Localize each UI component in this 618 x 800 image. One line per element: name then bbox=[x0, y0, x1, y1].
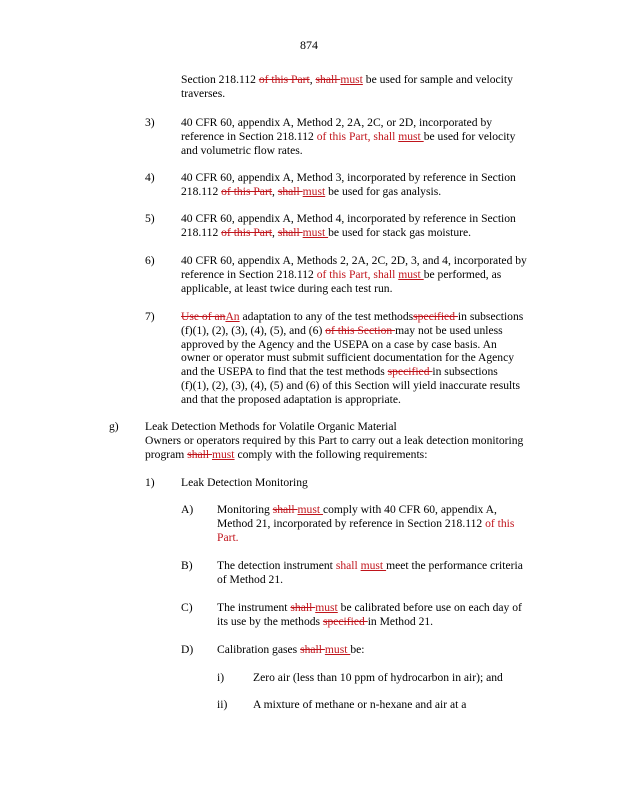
text-segment: comply with 40 CFR 60, appendix A, bbox=[322, 503, 497, 516]
text-line bbox=[181, 379, 523, 393]
text-line bbox=[181, 130, 515, 144]
text-line bbox=[217, 573, 523, 587]
text-segment: be calibrated before use on each day of bbox=[337, 601, 522, 614]
text-segment: be performed, as bbox=[423, 267, 502, 281]
text-segment: 40 CFR 60, appendix A, Method 3, incorporated by reference in Section bbox=[181, 171, 516, 184]
deleted-text: shall bbox=[290, 601, 316, 614]
text-segment: its use by the methods bbox=[217, 614, 323, 628]
text-segment: be: bbox=[350, 643, 365, 656]
text-segment: be used for velocity bbox=[423, 129, 516, 143]
text-line bbox=[145, 420, 523, 434]
inserted-text: must bbox=[302, 184, 326, 198]
text-segment: 40 CFR 60, appendix A, Methods 2, 2A, 2C, 2D, 3, and 4, incorporated by bbox=[181, 254, 527, 267]
text-segment: and volumetric flow rates. bbox=[181, 143, 303, 157]
text-line bbox=[217, 615, 522, 629]
roman-item-number: ii) bbox=[217, 698, 228, 711]
text-line bbox=[217, 559, 523, 573]
text-segment: be used for stack gas moisture. bbox=[328, 225, 472, 239]
text-segment: be used for sample and velocity bbox=[362, 73, 513, 86]
text-segment: may not be used unless bbox=[395, 323, 503, 337]
text-line bbox=[181, 212, 516, 226]
text-line bbox=[217, 601, 522, 615]
text-segment: be used for gas analysis. bbox=[325, 184, 442, 198]
deleted-text: Use of an bbox=[181, 310, 226, 323]
text-line bbox=[145, 434, 523, 448]
item-4-text bbox=[181, 171, 516, 199]
highlighted-text: of this Part, shall bbox=[316, 267, 399, 281]
item-a-text bbox=[217, 503, 514, 544]
text-line bbox=[181, 351, 523, 365]
deleted-text: shall bbox=[277, 225, 303, 239]
deleted-text: shall bbox=[187, 447, 212, 461]
item-5-text bbox=[181, 212, 516, 240]
text-segment: , bbox=[272, 184, 278, 198]
text-line bbox=[181, 268, 527, 282]
text-segment: Owners or operators required by this Part to carry out a leak detection monitoring bbox=[145, 433, 524, 447]
item-c-text bbox=[217, 601, 522, 629]
text-line bbox=[181, 393, 523, 407]
inserted-text: must bbox=[211, 447, 235, 461]
item-number: 7) bbox=[145, 310, 155, 323]
section-g-text bbox=[145, 420, 523, 461]
text-line bbox=[181, 338, 523, 352]
highlighted-text: Part. bbox=[217, 530, 239, 544]
item-letter: D) bbox=[181, 643, 194, 656]
text-segment: and the USEPA to find that the test methods bbox=[181, 365, 388, 379]
deleted-text: specified bbox=[387, 365, 433, 379]
intro-paragraph bbox=[181, 73, 513, 101]
text-segment: 40 CFR 60, appendix A, Method 2, 2A, 2C, or 2D, incorporated by bbox=[181, 116, 493, 129]
deleted-text: shall bbox=[315, 73, 341, 86]
inserted-text: must bbox=[302, 225, 329, 239]
text-line bbox=[181, 310, 523, 324]
text-segment: comply with the following requirements: bbox=[234, 447, 428, 461]
text-line bbox=[181, 282, 527, 296]
text-segment: reference in Section 218.112 bbox=[181, 267, 317, 281]
deleted-text: shall bbox=[272, 503, 298, 516]
highlighted-text: of this Part, shall bbox=[316, 129, 399, 143]
text-line bbox=[217, 643, 365, 657]
text-segment: , bbox=[309, 73, 316, 86]
deleted-text: of this Part bbox=[221, 184, 273, 198]
roman-item-text: Zero air (less than 10 ppm of hydrocarbon in air); and bbox=[253, 671, 503, 684]
text-line bbox=[181, 254, 527, 268]
item-number: 6) bbox=[145, 254, 155, 267]
text-segment: Method 21, incorporated by reference in Section 218.112 bbox=[217, 516, 486, 530]
text-line bbox=[217, 503, 514, 517]
inserted-text: must bbox=[315, 601, 338, 614]
text-segment: in Method 21. bbox=[367, 614, 434, 628]
subsection-number: 1) bbox=[145, 476, 155, 489]
page-number: 874 bbox=[300, 38, 318, 52]
item-letter: B) bbox=[181, 559, 193, 572]
deleted-text: of this Part bbox=[258, 73, 310, 86]
text-segment: Section 218.112 bbox=[181, 73, 259, 86]
text-line bbox=[217, 531, 514, 545]
text-line bbox=[181, 226, 516, 240]
item-b-text bbox=[217, 559, 523, 587]
deleted-text: shall bbox=[277, 184, 303, 198]
text-segment: Leak Detection Methods for Volatile Organic Material bbox=[145, 420, 397, 433]
text-segment: 218.112 bbox=[181, 184, 222, 198]
text-line bbox=[181, 73, 513, 87]
item-number: 5) bbox=[145, 212, 155, 225]
text-segment: , bbox=[272, 225, 278, 239]
inserted-text: must bbox=[324, 643, 351, 656]
text-segment: Monitoring bbox=[217, 503, 273, 516]
deleted-text: shall bbox=[300, 643, 325, 656]
inserted-text: must bbox=[398, 129, 424, 143]
inserted-text: An bbox=[225, 310, 240, 323]
roman-item-text: A mixture of methane or n-hexane and air at a bbox=[253, 698, 467, 711]
deleted-text: specified bbox=[413, 310, 458, 323]
text-segment: in subsections bbox=[457, 310, 524, 323]
subsection-title: Leak Detection Monitoring bbox=[181, 476, 308, 489]
text-segment: owner or operator must submit sufficient documentation for the Agency bbox=[181, 351, 515, 365]
text-segment: traverses. bbox=[181, 86, 226, 100]
text-segment: 218.112 bbox=[181, 225, 222, 239]
text-segment: program bbox=[145, 447, 188, 461]
text-line bbox=[181, 365, 523, 379]
section-g-number: g) bbox=[109, 420, 119, 433]
highlighted-text: shall bbox=[335, 559, 361, 572]
deleted-text: of this Section bbox=[325, 323, 396, 337]
item-6-text bbox=[181, 254, 527, 295]
inserted-text: must bbox=[340, 73, 363, 86]
text-segment: and that the proposed adaptation is appropriate. bbox=[181, 392, 401, 406]
deleted-text: specified bbox=[322, 614, 368, 628]
inserted-text: must bbox=[360, 559, 387, 572]
text-segment: approved by the Agency and the USEPA on a case by case basis. An bbox=[181, 337, 497, 351]
text-segment: Calibration gases bbox=[217, 643, 301, 656]
text-line bbox=[181, 87, 513, 101]
text-segment: of Method 21. bbox=[217, 572, 284, 586]
text-line bbox=[181, 185, 516, 199]
item-letter: C) bbox=[181, 601, 193, 614]
text-line bbox=[181, 171, 516, 185]
item-letter: A) bbox=[181, 503, 194, 516]
item-number: 3) bbox=[145, 116, 155, 129]
text-segment: (f)(1), (2), (3), (4), (5) and (6) of this Section will yield inaccurate results bbox=[181, 378, 521, 392]
inserted-text: must bbox=[297, 503, 323, 516]
roman-item-number: i) bbox=[217, 671, 225, 684]
item-d-text bbox=[217, 643, 365, 657]
text-line bbox=[181, 116, 515, 130]
text-segment: The detection instrument bbox=[217, 559, 336, 572]
text-segment: adaptation to any of the test methods bbox=[239, 310, 414, 323]
item-number: 4) bbox=[145, 171, 155, 184]
text-segment: meet the performance criteria bbox=[386, 559, 523, 572]
item-7-text bbox=[181, 310, 523, 407]
highlighted-text: of this bbox=[485, 516, 515, 530]
text-line bbox=[181, 324, 523, 338]
text-line bbox=[217, 517, 514, 531]
text-segment: applicable, at least twice during each test run. bbox=[181, 281, 393, 295]
text-segment: The instrument bbox=[217, 601, 291, 614]
inserted-text: must bbox=[398, 267, 424, 281]
text-segment: 40 CFR 60, appendix A, Method 4, incorporated by reference in Section bbox=[181, 212, 516, 225]
deleted-text: of this Part bbox=[221, 225, 273, 239]
item-3-text bbox=[181, 116, 515, 157]
text-segment: (f)(1), (2), (3), (4), (5), and (6) bbox=[181, 323, 326, 337]
text-line bbox=[181, 144, 515, 158]
text-line bbox=[145, 448, 523, 462]
text-segment: reference in Section 218.112 bbox=[181, 129, 317, 143]
text-segment: in subsections bbox=[432, 365, 498, 379]
